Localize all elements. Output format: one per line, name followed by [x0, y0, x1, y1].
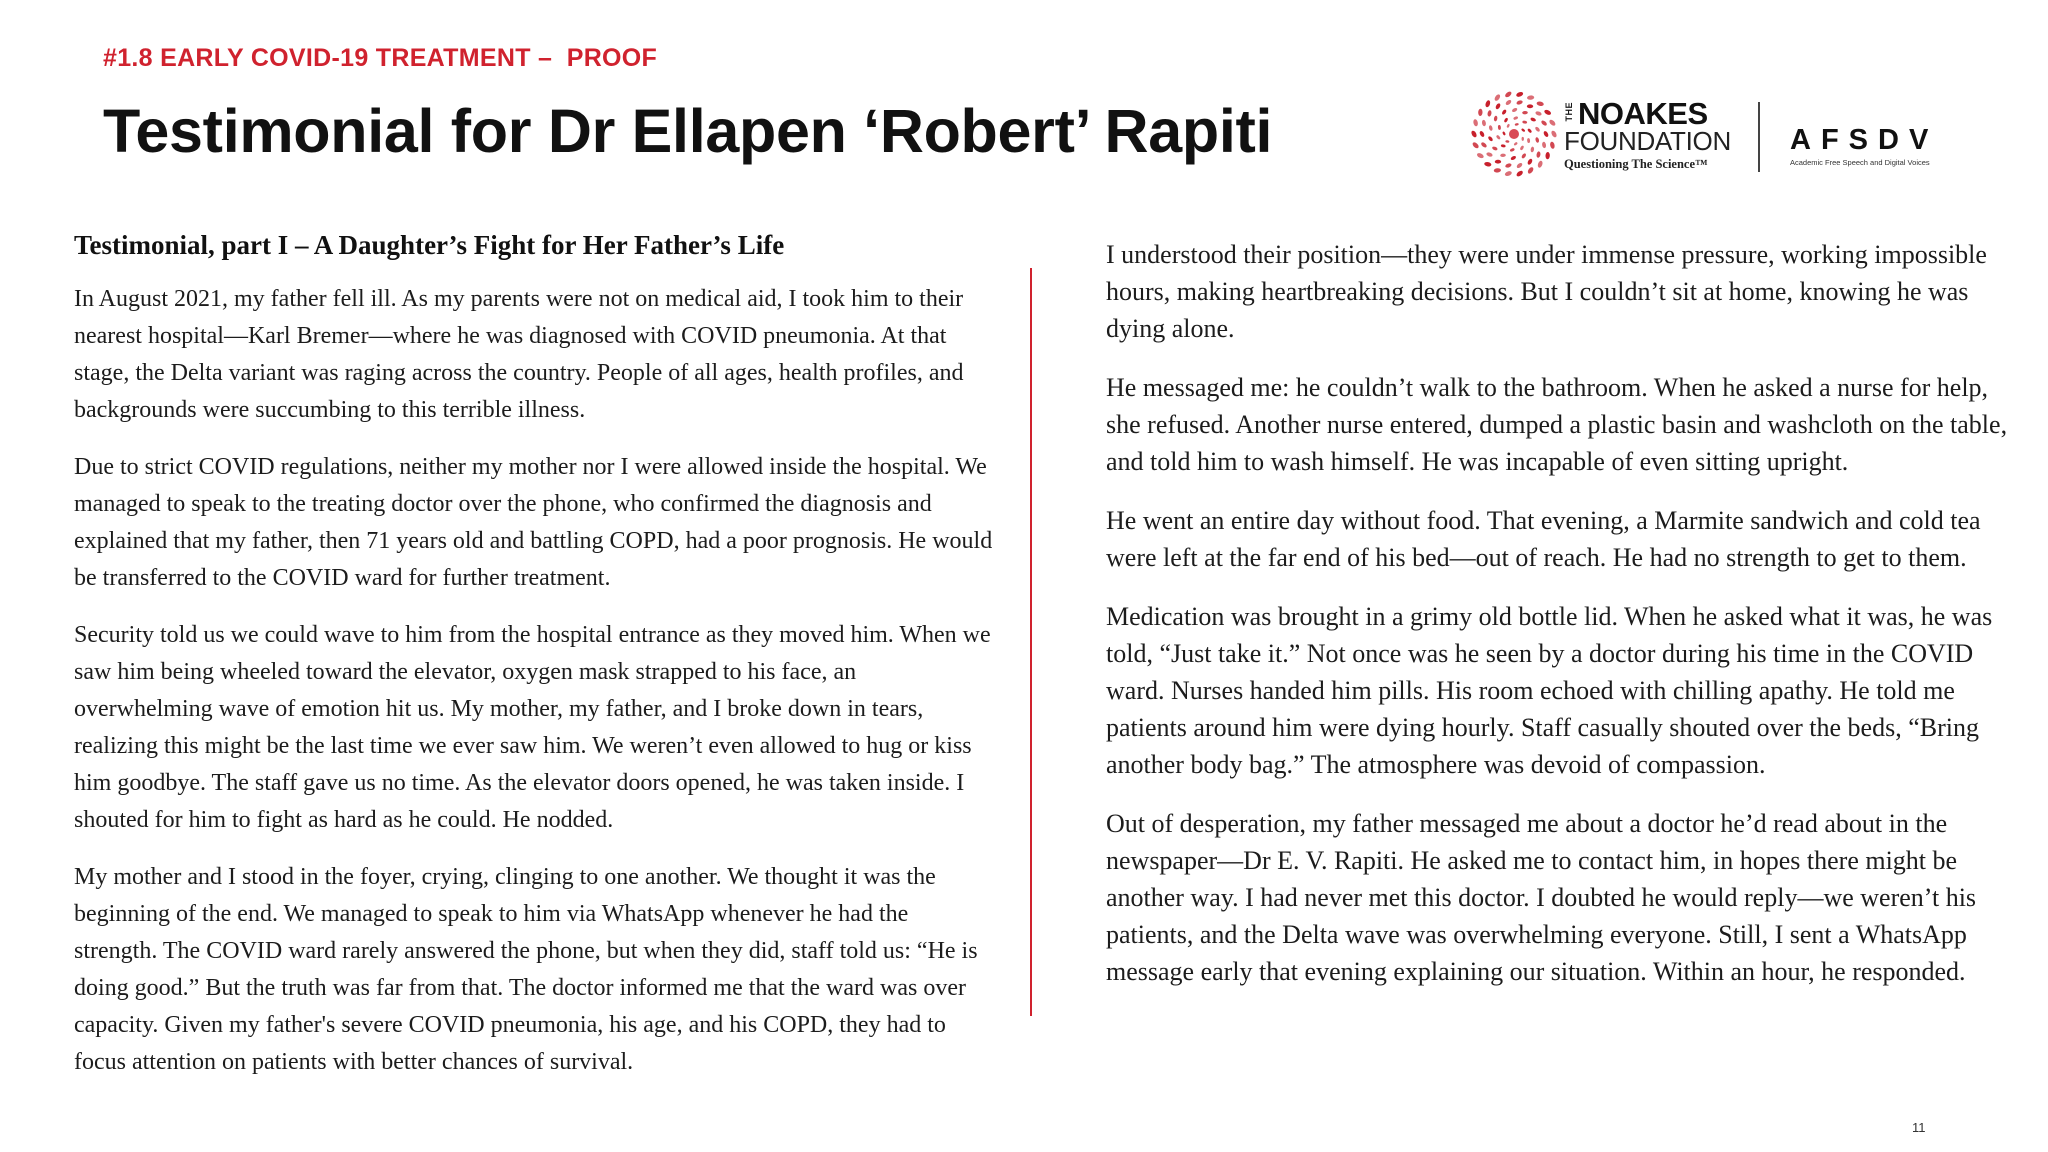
noakes-foundation-label: FOUNDATION	[1564, 126, 1731, 156]
noakes-logo-dot	[1520, 145, 1525, 151]
noakes-logo-dot	[1494, 93, 1502, 101]
noakes-logo-dot	[1485, 100, 1491, 108]
noakes-logo-dot	[1536, 101, 1544, 107]
left-paragraph-3: Security told us we could wave to him from the hospital entrance as they moved him. When we saw him being wheeled toward the elevator, oxygen mask strapped to his face, an overwhelming wave of emotion hit us. My mother, my father, and I broke down in tears, realizing this might be the last time we ever saw him. We weren’t even allowed to hug or kiss him goodbye. The staff gave us no time. As the elevator doors opened, he was taken inside. I shouted for him to fight as hard as he could. He nodded.	[74, 622, 991, 833]
noakes-logo-dot	[1470, 130, 1477, 138]
noakes-logo-dot	[1486, 152, 1493, 158]
noakes-logo-dot	[1501, 144, 1506, 148]
noakes-logo-dot	[1530, 146, 1534, 152]
noakes-logo-dot	[1516, 162, 1523, 169]
noakes-logo-dot	[1530, 117, 1536, 122]
noakes-logo-dot	[1476, 152, 1484, 159]
noakes-logo-dot	[1535, 111, 1542, 117]
page-title: Testimonial for Dr Ellapen ‘Robert’ Rapiti	[103, 97, 1273, 165]
noakes-logo-dot	[1549, 141, 1555, 149]
noakes-logo-dot	[1543, 109, 1551, 116]
noakes-logo-dot	[1511, 107, 1518, 113]
noakes-logo-dot	[1502, 131, 1506, 136]
noakes-logo-dot	[1498, 125, 1501, 130]
left-paragraph-2: Due to strict COVID regulations, neither my mother nor I were allowed inside the hospital. We managed to speak to the treating doctor over the phone, who confirmed the diagnosis and explained that my father, then 71 years old and battling COPD, had a poor prognosis. He would be transferred to the COVID ward for further treatment.	[74, 454, 993, 591]
noakes-logo-dot	[1548, 119, 1556, 127]
noakes-logo-dot	[1494, 168, 1502, 173]
noakes-logo-dot	[1536, 151, 1541, 158]
noakes-logo-dot	[1510, 155, 1517, 161]
noakes-logo-dot	[1540, 120, 1547, 127]
noakes-logo-dot	[1479, 130, 1486, 137]
right-paragraph-4: Medication was brought in a grimy old bottle lid. When he asked what it was, he was told, “Just take it.” Not once was he seen by a doctor during his time in the COVID ward. Nurses handed him pills. His room echoed with chilling apathy. He told me patients around him were dying hourly. Staff casually shouted over the beds, “Bring another body bag.” The atmosphere was devoid of compassion.	[1106, 602, 1993, 779]
noakes-logo-dot	[1505, 163, 1512, 169]
noakes-logo-dot	[1480, 141, 1487, 148]
noakes-logo-dot	[1472, 141, 1480, 149]
noakes-logo-dot	[1516, 100, 1523, 106]
noakes-logo-dot	[1516, 170, 1524, 178]
noakes-logo-dot	[1506, 124, 1510, 129]
noakes-logo-dot	[1516, 91, 1524, 98]
afsdv-tagline: Academic Free Speech and Digital Voices	[1790, 158, 1930, 167]
right-paragraph-2: He messaged me: he couldn’t walk to the bathroom. When he asked a nurse for help, she refused. Another nurse entered, dumped a plastic basin and washcloth on the table, and told him to wash himself. He was incapable of even sitting upright.	[1106, 373, 2008, 476]
noakes-logo-dot	[1513, 142, 1518, 146]
noakes-logo-dot	[1542, 141, 1547, 148]
noakes-logo-dot	[1515, 123, 1519, 126]
noakes-logo-dot	[1527, 104, 1533, 108]
noakes-logo-dot	[1500, 154, 1506, 158]
noakes-logo-dot	[1550, 130, 1557, 138]
noakes-logo-dot	[1527, 128, 1532, 133]
logo-bar	[1470, 88, 1970, 184]
column-divider	[1030, 268, 1032, 1016]
noakes-logo-dot	[1527, 158, 1534, 165]
noakes-foundation-logo-icon	[1470, 90, 1558, 178]
left-paragraph-1: In August 2021, my father fell ill. As my parents were not on medical aid, I took him to their nearest hospital—Karl Bremer—where he was diagnosed with COVID pneumonia. At that stage, the Delta variant was raging across the country. People of all ages, health profiles, and backgrounds were succumbing to this terrible illness.	[74, 286, 964, 423]
noakes-logo-dot	[1478, 109, 1483, 116]
noakes-logo-dot	[1505, 140, 1509, 143]
noakes-logo-dot	[1504, 170, 1512, 177]
noakes-logo-dot	[1527, 95, 1535, 100]
noakes-logo-dot	[1537, 160, 1543, 168]
noakes-logo-dot	[1513, 116, 1519, 121]
noakes-logo-dot	[1527, 138, 1530, 143]
noakes-logo-dot	[1510, 148, 1516, 153]
left-column	[74, 230, 994, 1101]
noakes-logo-dot	[1488, 125, 1493, 131]
noakes-logo-dot	[1495, 103, 1502, 110]
logo-divider	[1758, 102, 1760, 172]
noakes-logo-dot	[1543, 130, 1550, 137]
right-paragraph-3: He went an entire day without food. That evening, a Marmite sandwich and cold tea were left at the far end of his bed—out of reach. He had no strength to get to them.	[1106, 506, 1981, 572]
noakes-logo-dot	[1492, 146, 1498, 151]
noakes-logo-dot	[1473, 119, 1479, 127]
noakes-logo-dot	[1495, 160, 1501, 164]
right-paragraph-5: Out of desperation, my father messaged me about a doctor he’d read about in the newspaper—Dr E. V. Rapiti. He asked me to contact him, in hopes there might be another way. I had never met this doctor. I doubted he would reply—we weren’t his patients, and the Delta wave was overwhelming everyone. Still, I sent a WhatsApp message early that evening explaining our situation. Within an hour, he responded.	[1106, 809, 1977, 986]
noakes-logo-dot	[1505, 99, 1512, 106]
noakes-logo-dot	[1487, 135, 1493, 141]
noakes-logo-dot	[1504, 117, 1509, 123]
noakes-logo-dot	[1522, 120, 1527, 124]
noakes-logo-dot	[1535, 137, 1540, 143]
noakes-logo-dot	[1521, 128, 1526, 132]
right-column	[1106, 236, 2026, 1012]
noakes-logo-dot	[1545, 152, 1550, 159]
noakes-logo-dot	[1527, 166, 1535, 174]
noakes-logo-dot	[1481, 120, 1486, 127]
left-paragraph-4: My mother and I stood in the foyer, crying, clinging to one another. We thought it was the beginning of the end. We managed to speak to him via WhatsApp whenever he had the strength. The COVID ward rarely answered the phone, but when they did, staff told us: “He is doing good.” But the truth was far from that. The doctor informed me that the ward was over capacity. Given my father's severe COVID pneumonia, his age, and his COPD, they had to focus attention on patients with better chances of survival.	[74, 864, 978, 1075]
afsdv-logo: AFSDV	[1790, 124, 1939, 156]
noakes-logo-dot	[1504, 90, 1512, 98]
noakes-logo-dot	[1493, 115, 1497, 121]
noakes-logo-dot	[1501, 109, 1507, 116]
testimonial-subheading: Testimonial, part I – A Daughter’s Fight for Her Father’s Life	[74, 230, 785, 260]
noakes-logo-dot	[1534, 126, 1540, 132]
noakes-logo-dot	[1496, 135, 1501, 140]
noakes-logo-dot	[1487, 110, 1492, 117]
noakes-logo-dot	[1522, 137, 1524, 141]
noakes-logo-dot	[1522, 111, 1528, 115]
noakes-logo-dot	[1521, 153, 1527, 160]
noakes-tagline: Questioning The Science™	[1564, 157, 1708, 171]
noakes-the-label: THE	[1564, 102, 1574, 122]
right-paragraph-1: I understood their position—they were under immense pressure, working impossible hours, making heartbreaking decisions. But I couldn’t sit at home, knowing he was dying alone.	[1106, 240, 1987, 343]
noakes-name-label: NOAKES	[1578, 96, 1708, 131]
page-number: 11	[1912, 1120, 1926, 1135]
noakes-logo-dot	[1484, 161, 1492, 167]
section-kicker: #1.8 EARLY COVID-19 TREATMENT – PROOF	[103, 44, 658, 72]
